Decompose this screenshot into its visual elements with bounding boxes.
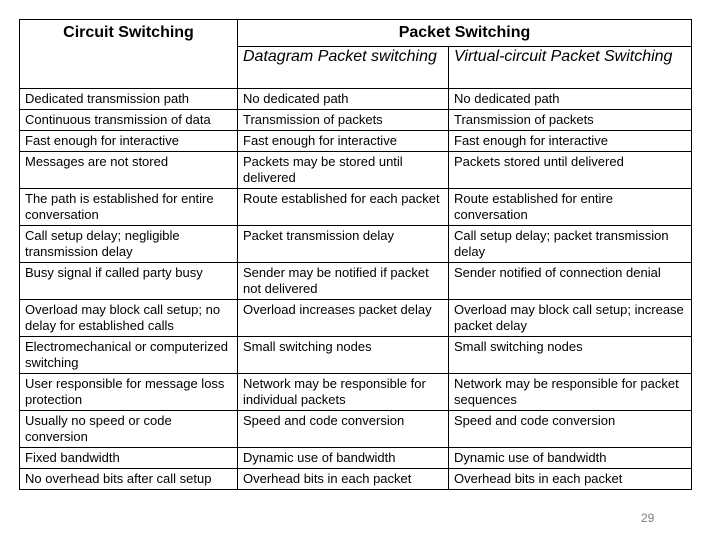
virtual-cell: Route established for entire conversation (449, 189, 692, 226)
virtual-cell: Overload may block call setup; increase packet delay (449, 300, 692, 337)
table-row (20, 189, 692, 226)
virtual-cell: No dedicated path (449, 89, 692, 110)
virtual-cell: Sender notified of connection denial (449, 263, 692, 300)
table-row (20, 374, 692, 411)
table-row (20, 448, 692, 469)
packet-switching-header: Packet Switching (238, 20, 692, 47)
table-row (20, 411, 692, 448)
virtual-cell: Small switching nodes (449, 337, 692, 374)
table-row (20, 263, 692, 300)
datagram-cell: Dynamic use of bandwidth (238, 448, 449, 469)
circuit-switching-header: Circuit Switching (20, 20, 238, 89)
virtual-cell: Overhead bits in each packet (449, 469, 692, 490)
circuit-cell: Usually no speed or code conversion (20, 411, 238, 448)
datagram-cell: Packet transmission delay (238, 226, 449, 263)
table-row (20, 469, 692, 490)
datagram-cell: Transmission of packets (238, 110, 449, 131)
datagram-cell: Speed and code conversion (238, 411, 449, 448)
datagram-cell: Fast enough for interactive (238, 131, 449, 152)
table-row (20, 337, 692, 374)
virtual-cell: Network may be responsible for packet sequences (449, 374, 692, 411)
virtual-circuit-subheader: Virtual-circuit Packet Switching (449, 47, 692, 89)
table-row (20, 89, 692, 110)
circuit-cell: Fast enough for interactive (20, 131, 238, 152)
circuit-cell: Busy signal if called party busy (20, 263, 238, 300)
table-row (20, 300, 692, 337)
virtual-cell: Transmission of packets (449, 110, 692, 131)
table-row (20, 152, 692, 189)
circuit-cell: Electromechanical or computerized switching (20, 337, 238, 374)
datagram-cell: Sender may be notified if packet not delivered (238, 263, 449, 300)
datagram-cell: Route established for each packet (238, 189, 449, 226)
datagram-cell: Packets may be stored until delivered (238, 152, 449, 189)
datagram-cell: Small switching nodes (238, 337, 449, 374)
datagram-cell: No dedicated path (238, 89, 449, 110)
table-row (20, 110, 692, 131)
table-row (20, 226, 692, 263)
circuit-cell: User responsible for message loss protection (20, 374, 238, 411)
circuit-cell: Dedicated transmission path (20, 89, 238, 110)
circuit-cell: No overhead bits after call setup (20, 469, 238, 490)
circuit-cell: Messages are not stored (20, 152, 238, 189)
virtual-cell: Dynamic use of bandwidth (449, 448, 692, 469)
header-row (20, 20, 692, 47)
circuit-cell: The path is established for entire conversation (20, 189, 238, 226)
circuit-cell: Continuous transmission of data (20, 110, 238, 131)
virtual-cell: Speed and code conversion (449, 411, 692, 448)
page-number: 29 (641, 511, 655, 525)
circuit-cell: Overload may block call setup; no delay for established calls (20, 300, 238, 337)
circuit-cell: Fixed bandwidth (20, 448, 238, 469)
virtual-cell: Fast enough for interactive (449, 131, 692, 152)
datagram-cell: Network may be responsible for individual packets (238, 374, 449, 411)
virtual-cell: Packets stored until delivered (449, 152, 692, 189)
datagram-subheader: Datagram Packet switching (238, 47, 449, 89)
virtual-cell: Call setup delay; packet transmission delay (449, 226, 692, 263)
table-row (20, 131, 692, 152)
circuit-cell: Call setup delay; negligible transmission delay (20, 226, 238, 263)
datagram-cell: Overload increases packet delay (238, 300, 449, 337)
datagram-cell: Overhead bits in each packet (238, 469, 449, 490)
comparison-table (19, 19, 692, 490)
